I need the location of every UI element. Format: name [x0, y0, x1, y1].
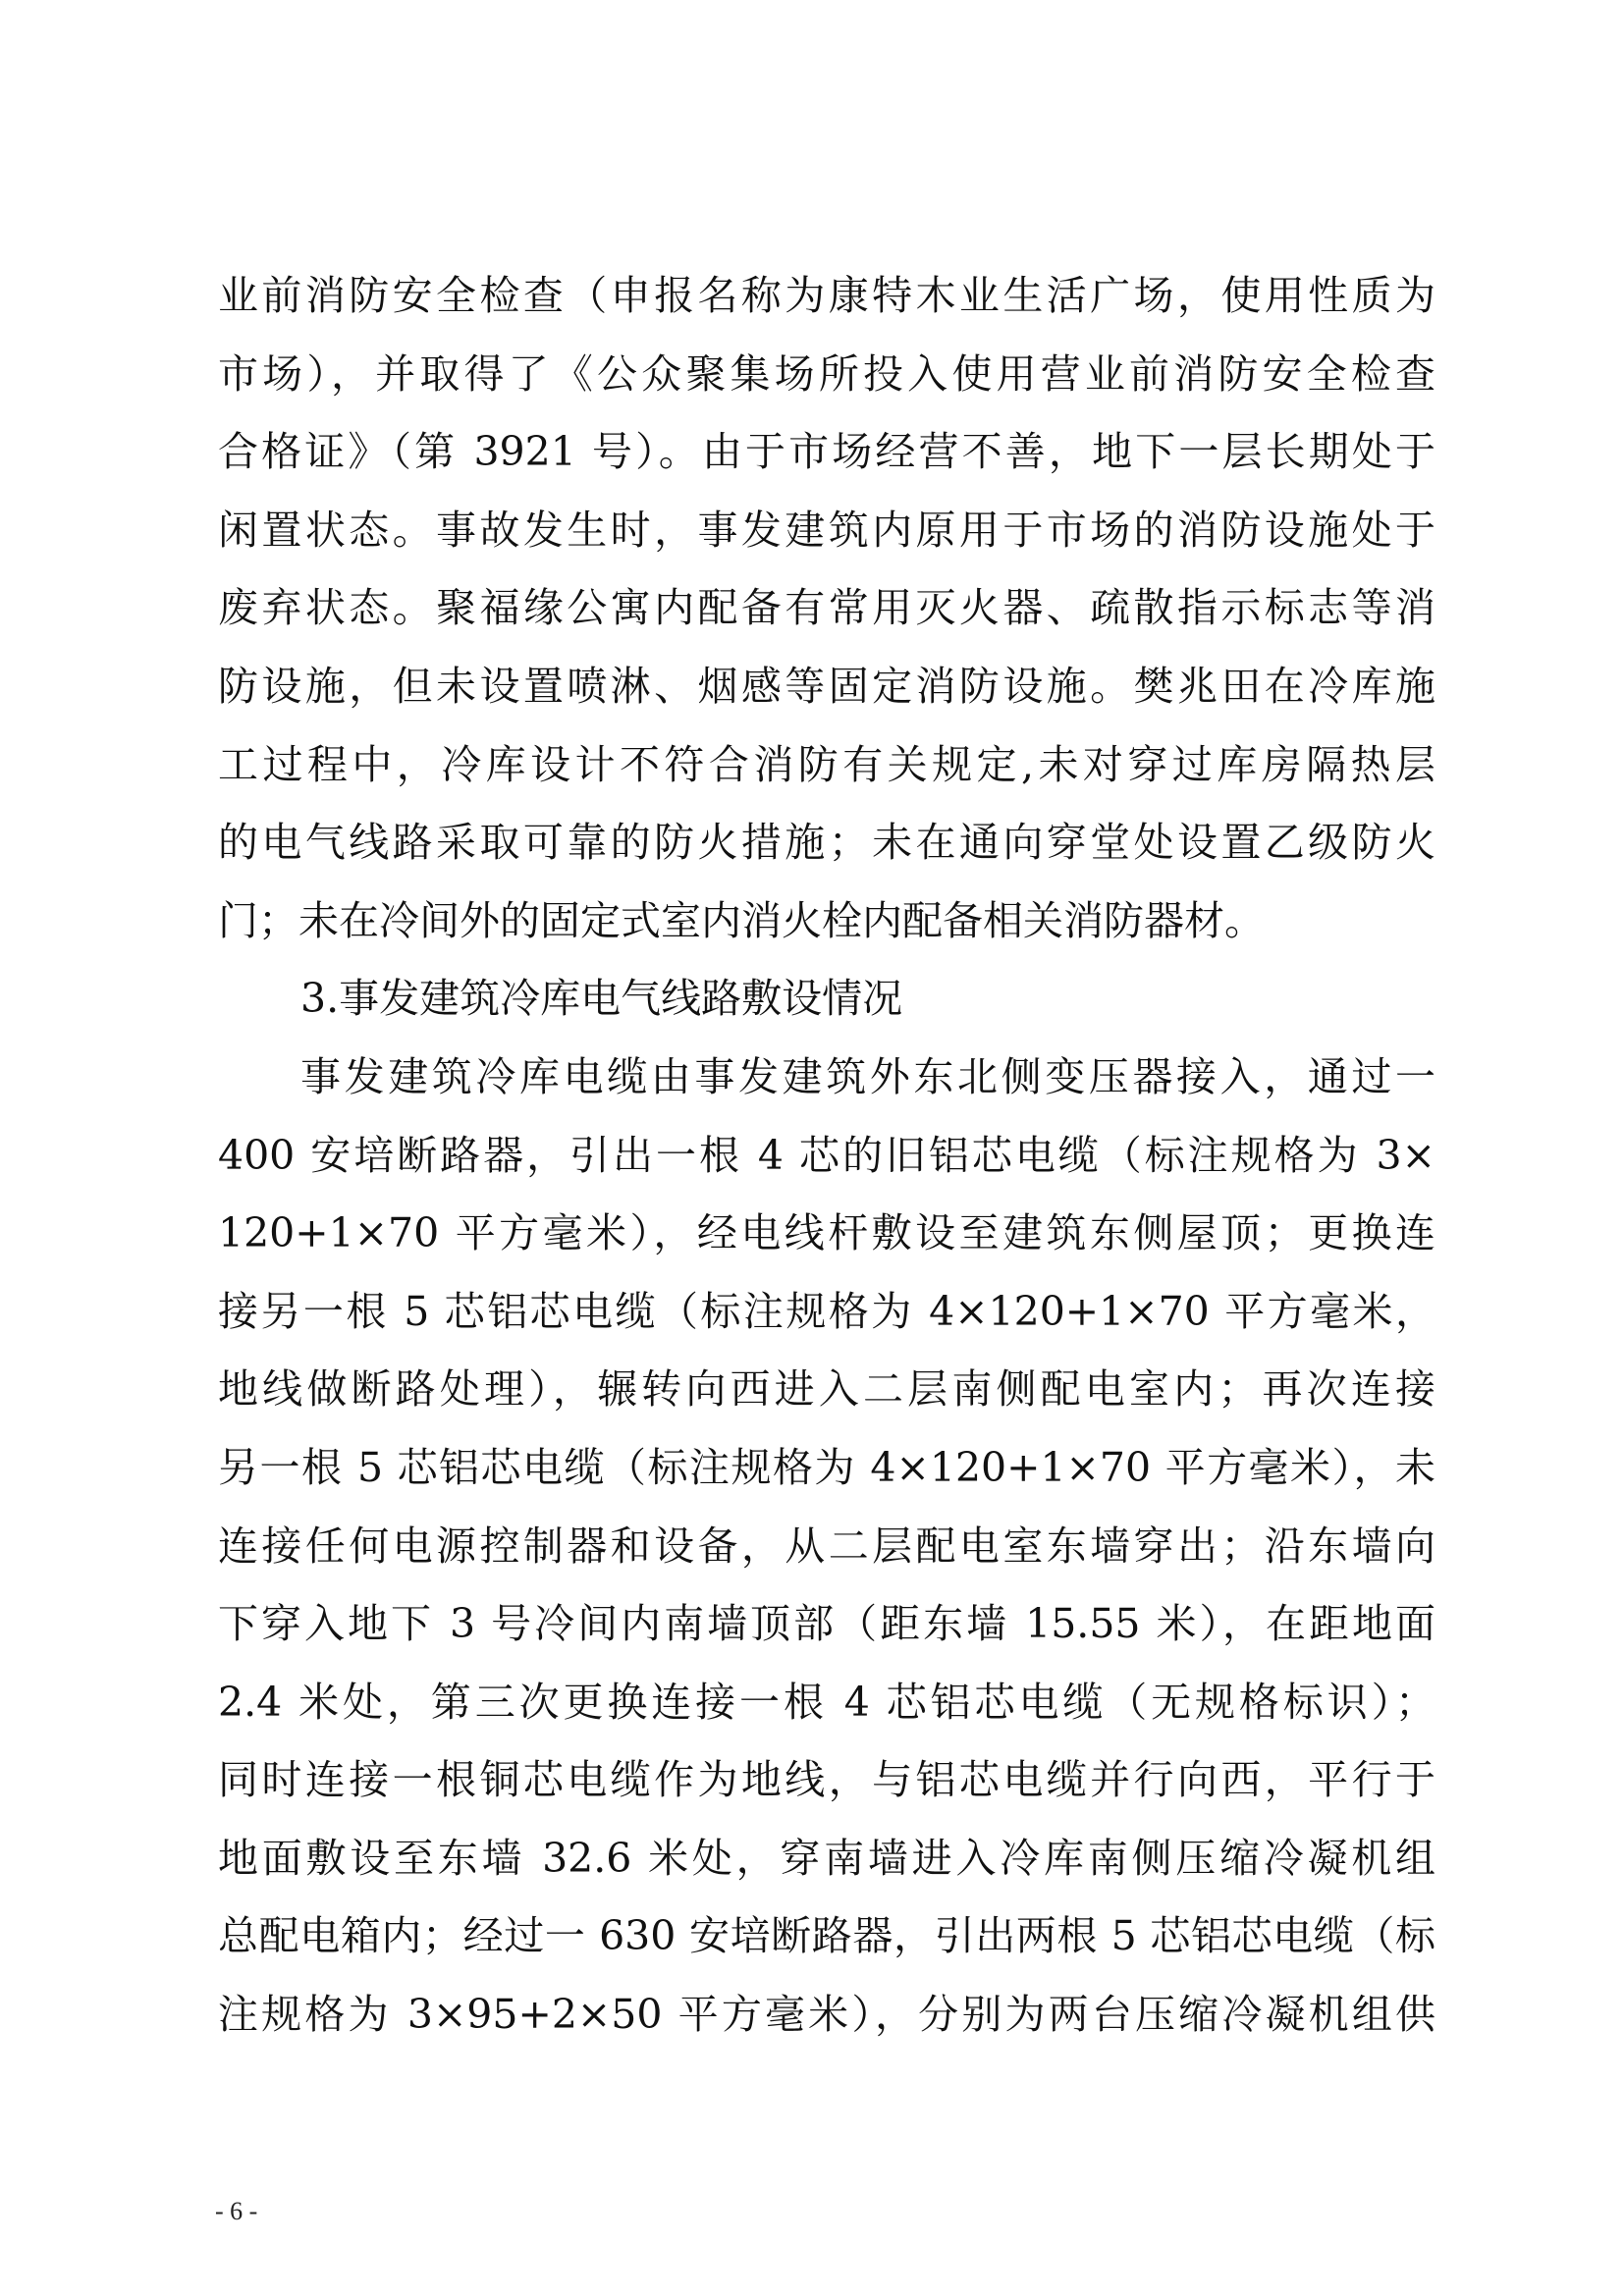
text-line: 120+1×70 平方毫米），经电线杆敷设至建筑东侧屋顶；更换连: [218, 1209, 1435, 1257]
text-line: 废弃状态。聚福缘公寓内配备有常用灭火器、疏散指示标志等消: [218, 584, 1435, 632]
text-line: 连接任何电源控制器和设备，从二层配电室东墙穿出；沿东墙向: [218, 1522, 1435, 1570]
page-number: - 6 -: [215, 2197, 258, 2225]
text-line: 门；未在冷间外的固定式室内消火栓内配备相关消防器材。: [218, 896, 1265, 944]
text-line: 市场），并取得了《公众聚集场所投入使用营业前消防安全检查: [218, 349, 1435, 398]
text-line: 注规格为 3×95+2×50 平方毫米），分别为两台压缩冷凝机组供: [218, 1991, 1435, 2039]
text-line: 防设施，但未设置喷淋、烟感等固定消防设施。樊兆田在冷库施: [218, 662, 1435, 710]
text-line: 下穿入地下 3 号冷间内南墙顶部（距东墙 15.55 米），在距地面: [218, 1600, 1435, 1648]
text-line: 接另一根 5 芯铝芯电缆（标注规格为 4×120+1×70 平方毫米，: [218, 1287, 1435, 1335]
text-line: 总配电箱内；经过一 630 安培断路器，引出两根 5 芯铝芯电缆（标: [218, 1912, 1435, 1960]
text-line: 同时连接一根铜芯电缆作为地线，与铝芯电缆并行向西，平行于: [218, 1756, 1435, 1804]
text-line: 工过程中，冷库设计不符合消防有关规定,未对穿过库房隔热层: [218, 740, 1435, 788]
section-heading: 3.事发建筑冷库电气线路敷设情况: [300, 975, 903, 1023]
text-line: 闲置状态。事故发生时，事发建筑内原用于市场的消防设施处于: [218, 506, 1435, 554]
text-line: 业前消防安全检查（申报名称为康特木业生活广场，使用性质为: [218, 272, 1435, 319]
text-line: 2.4 米处，第三次更换连接一根 4 芯铝芯电缆（无规格标识）；: [218, 1678, 1435, 1726]
text-line: 另一根 5 芯铝芯电缆（标注规格为 4×120+1×70 平方毫米），未: [218, 1443, 1435, 1491]
text-line: 事发建筑冷库电缆由事发建筑外东北侧变压器接入，通过一: [300, 1052, 1435, 1100]
body-text: [218, 257, 1435, 2055]
text-line: 地面敷设至东墙 32.6 米处，穿南墙进入冷库南侧压缩冷凝机组: [218, 1834, 1435, 1882]
text-line: 地线做断路处理），辗转向西进入二层南侧配电室内；再次连接: [218, 1365, 1435, 1414]
text-line: 合格证》（第 3921 号）。由于市场经营不善，地下一层长期处于: [218, 428, 1435, 476]
text-line: 的电气线路采取可靠的防火措施；未在通向穿堂处设置乙级防火: [218, 819, 1435, 867]
text-line: 400 安培断路器，引出一根 4 芯的旧铝芯电缆（标注规格为 3×: [218, 1131, 1435, 1179]
